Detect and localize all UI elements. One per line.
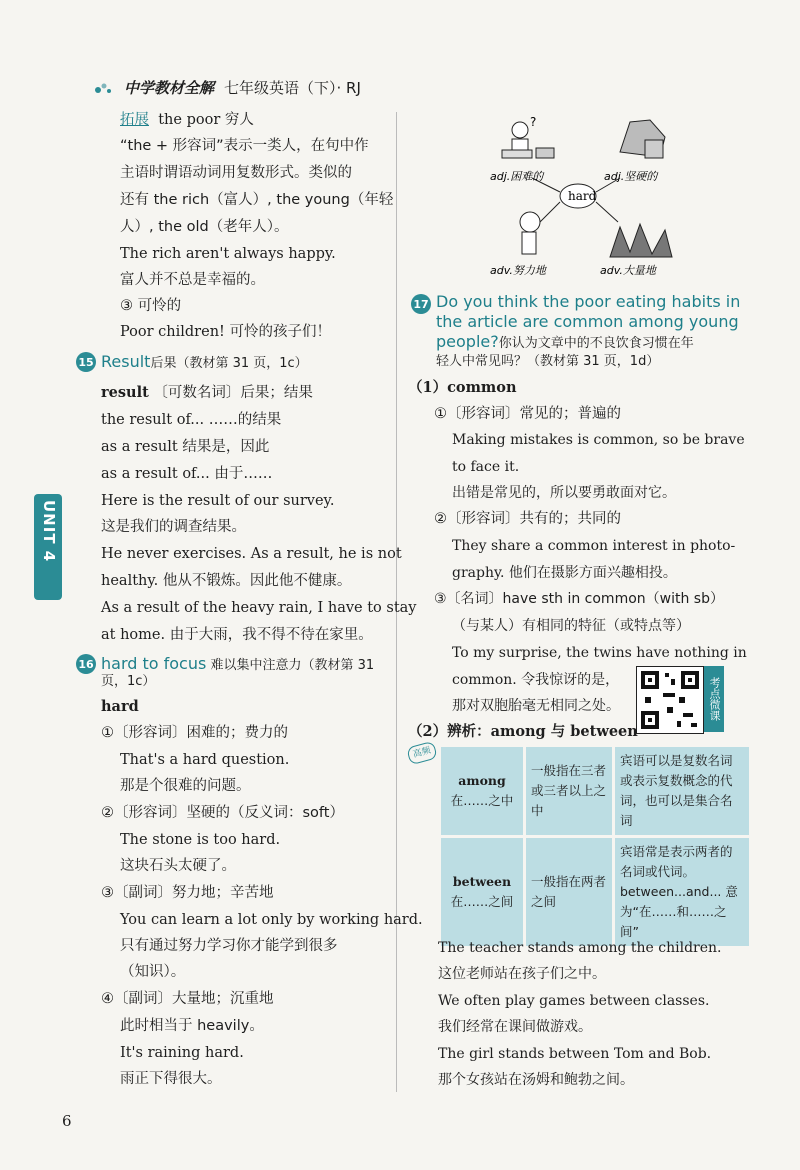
s17-title: Do you think the poor eating habits in (436, 292, 741, 311)
expand-line: 富人并不总是幸福的。 (120, 272, 265, 288)
s15-line: As a result of the heavy rain, I have to stay (101, 600, 417, 616)
s15-line: as a result 结果是，因此 (101, 439, 270, 455)
s15-line: as a result of... 由于…… (101, 466, 273, 482)
s16-word: hard (101, 698, 139, 715)
s16-line: You can learn a lot only by working hard. (120, 912, 423, 928)
unit-tab: UNIT 4 (34, 494, 62, 600)
s17-line: 出错是常见的，所以要勇敢面对它。 (452, 485, 676, 501)
s16-line: （知识）。 (120, 964, 186, 980)
section-15-title: Result后果（教材第 31 页，1c） (101, 352, 308, 371)
expand-line: 主语时谓语动词用复数形式。类似的 (120, 165, 352, 181)
s16-line: 雨正下得很大。 (120, 1071, 222, 1087)
s17-title: people?你认为文章中的不良饮食习惯在年 (436, 332, 694, 351)
s17-line: Making mistakes is common, so be brave (452, 432, 745, 448)
diagram-label: adv.大量地 (600, 264, 656, 277)
climbing-person-icon (520, 212, 540, 254)
header-subtitle: 七年级英语（下）· RJ (224, 78, 361, 97)
s17-line: ②〔形容词〕共有的；共同的 (434, 511, 621, 527)
section-number-17: 17 (411, 294, 431, 314)
s16-line: 只有通过努力学习你才能学到很多 (120, 938, 338, 954)
table-cell: 一般指在三者或三者以上之中 (526, 747, 612, 835)
s16-line: 那是个很难的问题。 (120, 778, 251, 794)
s17-line: （与某人）有相同的特征（或特点等） (452, 618, 690, 634)
header-brand: 中学教材全解 (124, 78, 215, 97)
s15-line: result 〔可数名词〕后果；结果 (101, 384, 313, 401)
example-line: 这位老师站在孩子们之中。 (438, 966, 606, 982)
s17-line: common. 令我惊讶的是， (452, 672, 620, 688)
diagram-label: adv.努力地 (490, 264, 546, 277)
s16-line: ②〔形容词〕坚硬的（反义词：soft） (101, 805, 344, 821)
section-number-15: 15 (76, 352, 96, 372)
s17-line: ③〔名词〕have sth in common（with sb） (434, 591, 724, 607)
s16-line: The stone is too hard. (120, 832, 281, 848)
meaning-example: Poor children! 可怜的孩子们！ (120, 324, 331, 340)
section-number-16: 16 (76, 654, 96, 674)
s15-line: healthy. 他从不锻炼。因此他不健康。 (101, 573, 352, 589)
s17-line: They share a common interest in photo- (452, 538, 736, 554)
heavy-rain-icon (610, 224, 672, 257)
s17-p2-head: （2）辨析：among 与 between (408, 723, 638, 740)
diagram-label: adj.困难的 (490, 170, 544, 183)
table-cell: 宾语常是表示两者的名词或代词。between...and... 意为“在……和……之间” (615, 838, 749, 946)
expand-line: 人）, the old（老年人）。 (120, 219, 289, 235)
example-line: The girl stands between Tom and Bob. (438, 1046, 712, 1062)
qr-code[interactable] (636, 666, 704, 734)
svg-text:?: ? (530, 115, 537, 129)
s17-line: 那对双胞胎毫无相同之处。 (452, 698, 620, 714)
expand-line: 还有 the rich（富人）, the young（年轻 (120, 192, 394, 208)
person-reading-icon (502, 115, 536, 158)
s17-p1-head: （1）common (408, 379, 517, 396)
book-logo-icon (92, 76, 114, 98)
s17-line: To my surprise, the twins have nothing in (452, 645, 747, 661)
s17-title: the article are common among young (436, 312, 739, 331)
s16-line: ④〔副词〕大量地；沉重地 (101, 991, 274, 1007)
page-header (92, 76, 361, 98)
expand-line: The rich aren't always happy. (120, 246, 336, 262)
hard-meaning-diagram (460, 112, 740, 282)
book-stack-icon (536, 148, 554, 158)
high-frequency-badge: 高频 (406, 741, 438, 766)
s17-line: ①〔形容词〕常见的；普遍的 (434, 406, 621, 422)
expand-heading: 拓展 the poor 穷人 (120, 112, 254, 128)
s17-cn: 轻人中常见吗？（教材第 31 页，1d） (436, 354, 660, 369)
s16-line: 此时相当于 heavily。 (120, 1018, 264, 1034)
s15-line: at home. 由于大雨，我不得不待在家里。 (101, 627, 373, 643)
rock-icon (620, 120, 665, 158)
s15-line: 这是我们的调查结果。 (101, 519, 246, 535)
s16-line: That's a hard question. (120, 752, 290, 768)
s17-line: to face it. (452, 459, 520, 475)
table-row (441, 838, 749, 946)
example-line: 我们经常在课间做游戏。 (438, 1019, 592, 1035)
s16-line: ③〔副词〕努力地；辛苦地 (101, 885, 274, 901)
table-cell: between 在……之间 (441, 838, 523, 946)
s15-line: the result of... ……的结果 (101, 412, 282, 428)
expand-line: “the + 形容词”表示一类人，在句中作 (120, 138, 369, 154)
table-row (441, 747, 749, 835)
table-cell: among 在……之中 (441, 747, 523, 835)
page-number: 6 (62, 1112, 72, 1130)
s16-line: It's raining hard. (120, 1045, 244, 1061)
section-16-ref: 页，1c） (101, 674, 156, 689)
meaning-label: ③ 可怜的 (120, 298, 182, 314)
s16-line: 这块石头太硬了。 (120, 858, 236, 874)
s16-line: ①〔形容词〕困难的；费力的 (101, 725, 288, 741)
s15-line: Here is the result of our survey. (101, 493, 335, 509)
s17-line: graphy. 他们在摄影方面兴趣相投。 (452, 565, 677, 581)
diagram-center: hard (568, 189, 597, 203)
section-16-title: hard to focus 难以集中注意力（教材第 31 (101, 654, 375, 673)
comparison-table (438, 744, 752, 949)
qr-tag: 考点微课 (704, 666, 724, 732)
s15-line: He never exercises. As a result, he is not (101, 546, 402, 562)
example-line: The teacher stands among the children. (438, 940, 722, 956)
table-cell: 一般指在两者之间 (526, 838, 612, 946)
diagram-label: adj.坚硬的 (604, 170, 658, 183)
table-cell: 宾语可以是复数名词或表示复数概念的代词，也可以是集合名词 (615, 747, 749, 835)
example-line: We often play games between classes. (438, 993, 710, 1009)
example-line: 那个女孩站在汤姆和鲍勃之间。 (438, 1072, 634, 1088)
